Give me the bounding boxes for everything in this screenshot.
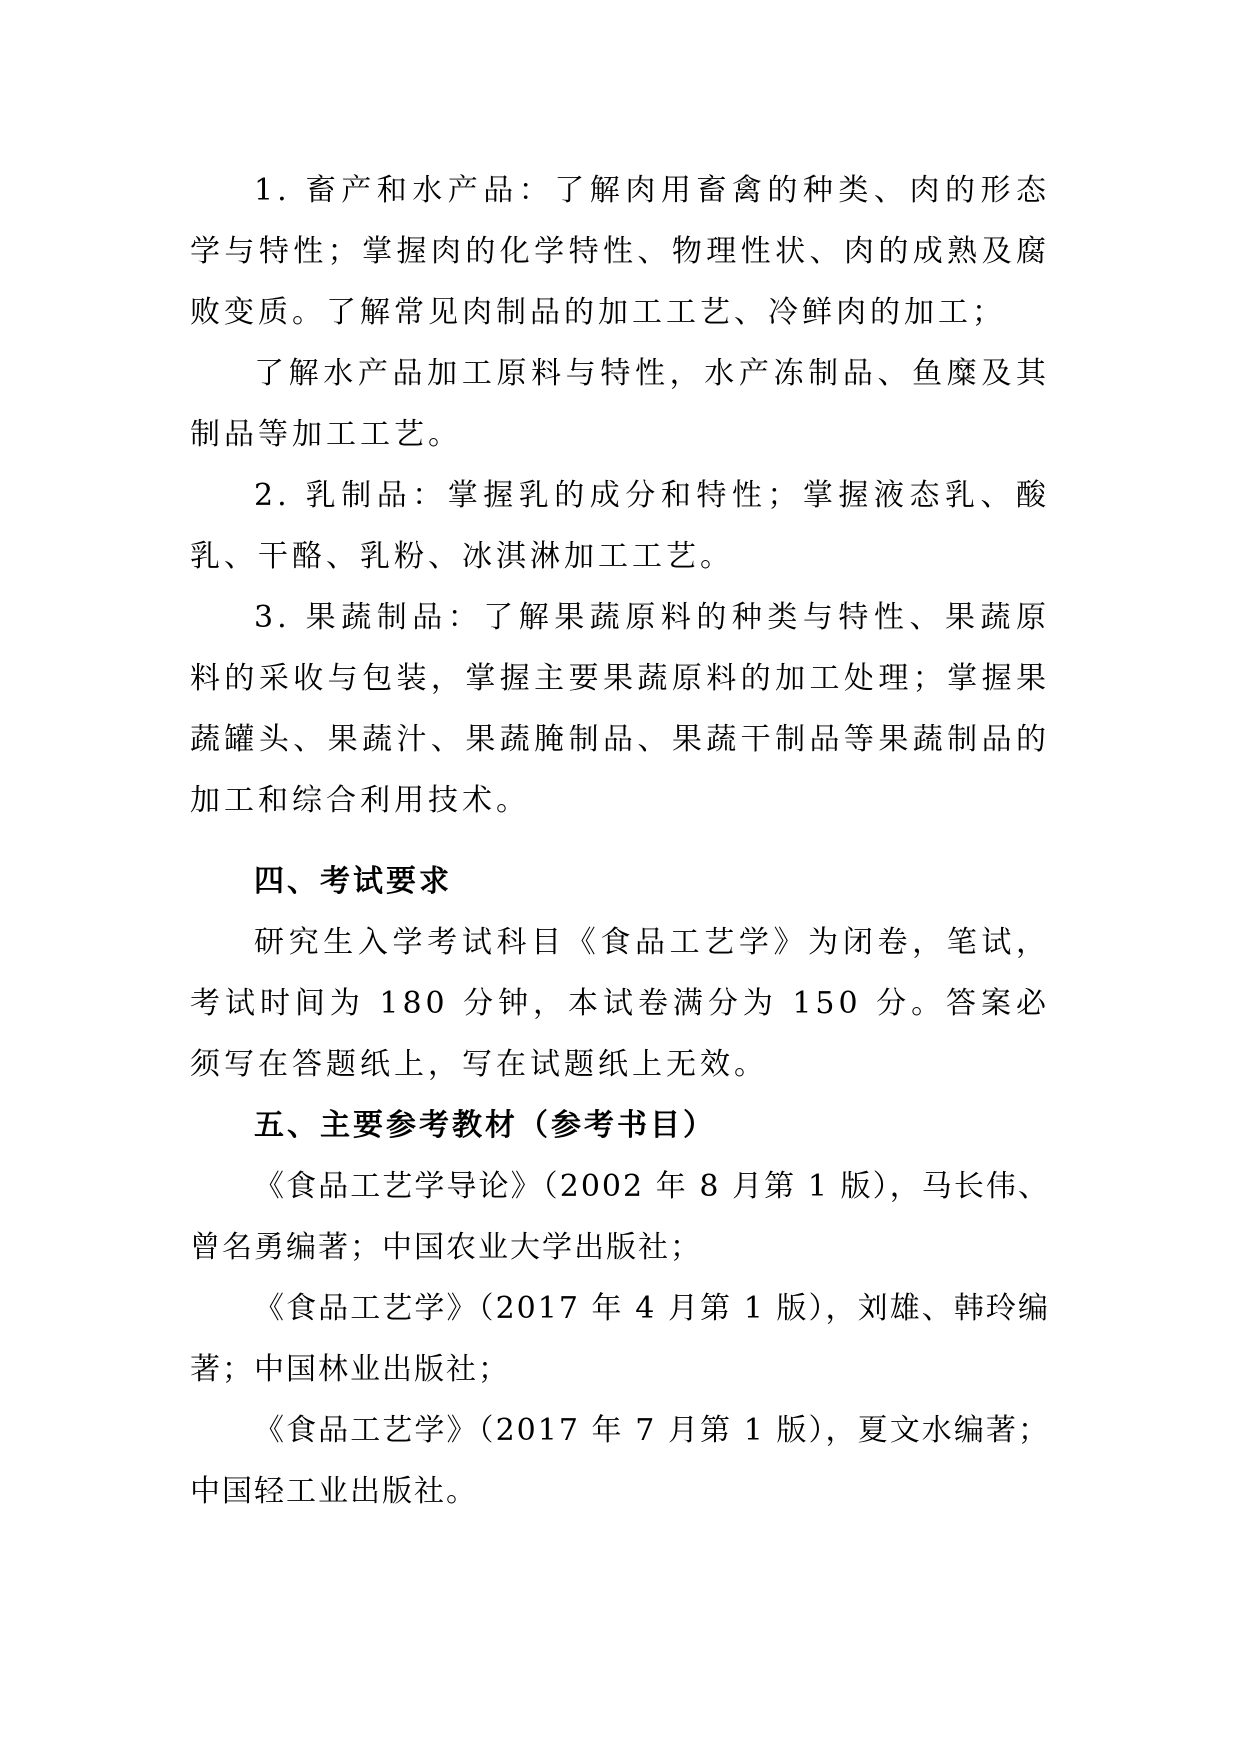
item-fruit-vegetable-paragraph: 3. 果蔬制品：了解果蔬原料的种类与特性、果蔬原料的采收与包装，掌握主要果蔬原料的加工处理；掌握果蔬罐头、果蔬汁、果蔬腌制品、果蔬干制品等果蔬制品的加工和综合利用技术。: [190, 600, 1050, 818]
exam-requirements-body: 研究生入学考试科目《食品工艺学》为闭卷，笔试，考试时间为 180 分钟，本试卷满分为 150 分。答案必须写在答题纸上，写在试题纸上无效。: [190, 925, 1050, 1082]
item-livestock-aquatic-paragraph: 1. 畜产和水产品：了解肉用畜禽的种类、肉的形态学与特性；掌握肉的化学特性、物理性状、肉的成熟及腐败变质。了解常见肉制品的加工工艺、冷鲜肉的加工；: [190, 173, 1050, 330]
reference-item: 《食品工艺学》（2017 年 4 月第 1 版），刘雄、韩玲编著；中国林业出版社；: [190, 1291, 1050, 1387]
exam-requirements-heading: 四、考试要求: [254, 864, 452, 899]
item-aquatic-processing-paragraph: 了解水产品加工原料与特性，水产冻制品、鱼糜及其制品等加工工艺。: [190, 356, 1050, 452]
item-dairy-paragraph: 2. 乳制品：掌握乳的成分和特性；掌握液态乳、酸乳、干酪、乳粉、冰淇淋加工工艺。: [190, 478, 1050, 574]
reference-books-heading: 五、主要参考教材（参考书目）: [254, 1108, 716, 1143]
reference-item: 《食品工艺学导论》（2002 年 8 月第 1 版），马长伟、曾名勇编著；中国农业大学出版社；: [190, 1169, 1050, 1265]
reference-item: 《食品工艺学》（2017 年 7 月第 1 版），夏文水编著；中国轻工业出版社。: [190, 1413, 1050, 1509]
document-page: [190, 160, 1050, 1522]
